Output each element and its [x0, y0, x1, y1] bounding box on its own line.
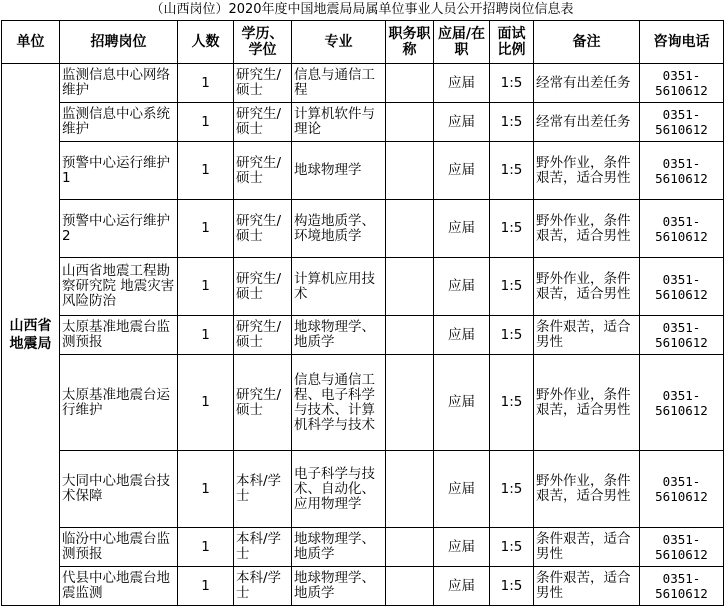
- header-education: 学历、学位: [234, 21, 292, 64]
- major-cell: 地球物理学、地质学: [292, 316, 386, 355]
- ratio-cell: 1:5: [490, 258, 534, 316]
- position-cell: 太原基准地震台运行维护: [60, 355, 178, 451]
- fresh-cell: 应届: [434, 103, 490, 142]
- phone-cell: 0351-5610612: [640, 64, 724, 103]
- position-cell: 监测信息中心系统维护: [60, 103, 178, 142]
- major-cell: 地球物理学、地质学: [292, 567, 386, 606]
- position-cell: 太原基准地震台监测预报: [60, 316, 178, 355]
- phone-cell: 0351-5610612: [640, 142, 724, 200]
- major-cell: 电子科学与技术、自动化、应用物理学: [292, 451, 386, 528]
- major-cell: 构造地质学、环境地质学: [292, 200, 386, 258]
- remarks-cell: 经常有出差任务: [534, 64, 640, 103]
- remarks-cell: 野外作业，条件艰苦，适合男性: [534, 451, 640, 528]
- count-cell: 1: [178, 528, 234, 567]
- phone-cell: 0351-5610612: [640, 258, 724, 316]
- header-fresh: 应届/在职: [434, 21, 490, 64]
- table-row: [2, 451, 724, 528]
- education-cell: 本科/学士: [234, 528, 292, 567]
- title-rank-cell: [386, 142, 434, 200]
- table-title: （山西岗位）2020年度中国地震局局属单位事业人员公开招聘岗位信息表: [1, 0, 723, 21]
- unit-cell: 山西省地震局: [2, 64, 60, 606]
- education-cell: 研究生/硕士: [234, 64, 292, 103]
- count-cell: 1: [178, 103, 234, 142]
- fresh-cell: 应届: [434, 451, 490, 528]
- ratio-cell: 1:5: [490, 451, 534, 528]
- position-cell: 大同中心地震台技术保障: [60, 451, 178, 528]
- major-cell: 信息与通信工程、电子科学与技术、计算机科学与技术: [292, 355, 386, 451]
- table-row: [2, 103, 724, 142]
- fresh-cell: 应届: [434, 200, 490, 258]
- header-count: 人数: [178, 21, 234, 64]
- remarks-cell: 野外作业，条件艰苦，适合男性: [534, 142, 640, 200]
- fresh-cell: 应届: [434, 355, 490, 451]
- header-unit: 单位: [2, 21, 60, 64]
- position-cell: 代县中心地震台地震监测: [60, 567, 178, 606]
- education-cell: 研究生/硕士: [234, 258, 292, 316]
- title-rank-cell: [386, 316, 434, 355]
- header-phone: 咨询电话: [640, 21, 724, 64]
- table-row: [2, 64, 724, 103]
- header-position: 招聘岗位: [60, 21, 178, 64]
- count-cell: 1: [178, 355, 234, 451]
- fresh-cell: 应届: [434, 567, 490, 606]
- recruitment-table: [1, 20, 724, 606]
- ratio-cell: 1:5: [490, 567, 534, 606]
- phone-cell: 0351-5610612: [640, 451, 724, 528]
- title-rank-cell: [386, 451, 434, 528]
- ratio-cell: 1:5: [490, 103, 534, 142]
- major-cell: 地球物理学、地质学: [292, 528, 386, 567]
- title-rank-cell: [386, 355, 434, 451]
- header-title-rank: 职务职称: [386, 21, 434, 64]
- fresh-cell: 应届: [434, 64, 490, 103]
- ratio-cell: 1:5: [490, 64, 534, 103]
- header-remarks: 备注: [534, 21, 640, 64]
- remarks-cell: 条件艰苦，适合男性: [534, 316, 640, 355]
- education-cell: 本科/学士: [234, 451, 292, 528]
- title-rank-cell: [386, 64, 434, 103]
- remarks-cell: 野外作业，条件艰苦，适合男性: [534, 355, 640, 451]
- table-row: [2, 528, 724, 567]
- phone-cell: 0351-5610612: [640, 528, 724, 567]
- position-cell: 预警中心运行维护2: [60, 200, 178, 258]
- header-row: [2, 21, 724, 64]
- count-cell: 1: [178, 200, 234, 258]
- major-cell: 地球物理学: [292, 142, 386, 200]
- education-cell: 研究生/硕士: [234, 355, 292, 451]
- phone-cell: 0351-5610612: [640, 355, 724, 451]
- ratio-cell: 1:5: [490, 316, 534, 355]
- table-row: [2, 355, 724, 451]
- phone-cell: 0351-5610612: [640, 200, 724, 258]
- position-cell: 监测信息中心网络维护: [60, 64, 178, 103]
- education-cell: 研究生/硕士: [234, 103, 292, 142]
- title-rank-cell: [386, 258, 434, 316]
- remarks-cell: 野外作业，条件艰苦，适合男性: [534, 200, 640, 258]
- table-row: [2, 316, 724, 355]
- education-cell: 本科/学士: [234, 567, 292, 606]
- major-cell: 信息与通信工程: [292, 64, 386, 103]
- header-ratio: 面试比例: [490, 21, 534, 64]
- major-cell: 计算机软件与理论: [292, 103, 386, 142]
- remarks-cell: 条件艰苦，适合男性: [534, 567, 640, 606]
- phone-cell: 0351-5610612: [640, 103, 724, 142]
- fresh-cell: 应届: [434, 316, 490, 355]
- fresh-cell: 应届: [434, 142, 490, 200]
- ratio-cell: 1:5: [490, 355, 534, 451]
- table-row: [2, 567, 724, 606]
- phone-cell: 0351-5610612: [640, 567, 724, 606]
- count-cell: 1: [178, 316, 234, 355]
- education-cell: 研究生/硕士: [234, 200, 292, 258]
- remarks-cell: 野外作业，条件艰苦，适合男性: [534, 258, 640, 316]
- count-cell: 1: [178, 451, 234, 528]
- fresh-cell: 应届: [434, 528, 490, 567]
- table-row: [2, 258, 724, 316]
- education-cell: 研究生/硕士: [234, 316, 292, 355]
- count-cell: 1: [178, 64, 234, 103]
- ratio-cell: 1:5: [490, 142, 534, 200]
- recruitment-table-page: [1, 0, 723, 602]
- title-rank-cell: [386, 103, 434, 142]
- title-rank-cell: [386, 200, 434, 258]
- ratio-cell: 1:5: [490, 528, 534, 567]
- fresh-cell: 应届: [434, 258, 490, 316]
- remarks-cell: 条件艰苦，适合男性: [534, 528, 640, 567]
- title-rank-cell: [386, 567, 434, 606]
- major-cell: 计算机应用技术: [292, 258, 386, 316]
- position-cell: 预警中心运行维护1: [60, 142, 178, 200]
- ratio-cell: 1:5: [490, 200, 534, 258]
- position-cell: 临汾中心地震台监测预报: [60, 528, 178, 567]
- count-cell: 1: [178, 567, 234, 606]
- count-cell: 1: [178, 142, 234, 200]
- position-cell: 山西省地震工程勘察研究院 地震灾害风险防治: [60, 258, 178, 316]
- education-cell: 研究生/硕士: [234, 142, 292, 200]
- count-cell: 1: [178, 258, 234, 316]
- phone-cell: 0351-5610612: [640, 316, 724, 355]
- table-row: [2, 142, 724, 200]
- title-rank-cell: [386, 528, 434, 567]
- remarks-cell: 经常有出差任务: [534, 103, 640, 142]
- header-major: 专业: [292, 21, 386, 64]
- table-row: [2, 200, 724, 258]
